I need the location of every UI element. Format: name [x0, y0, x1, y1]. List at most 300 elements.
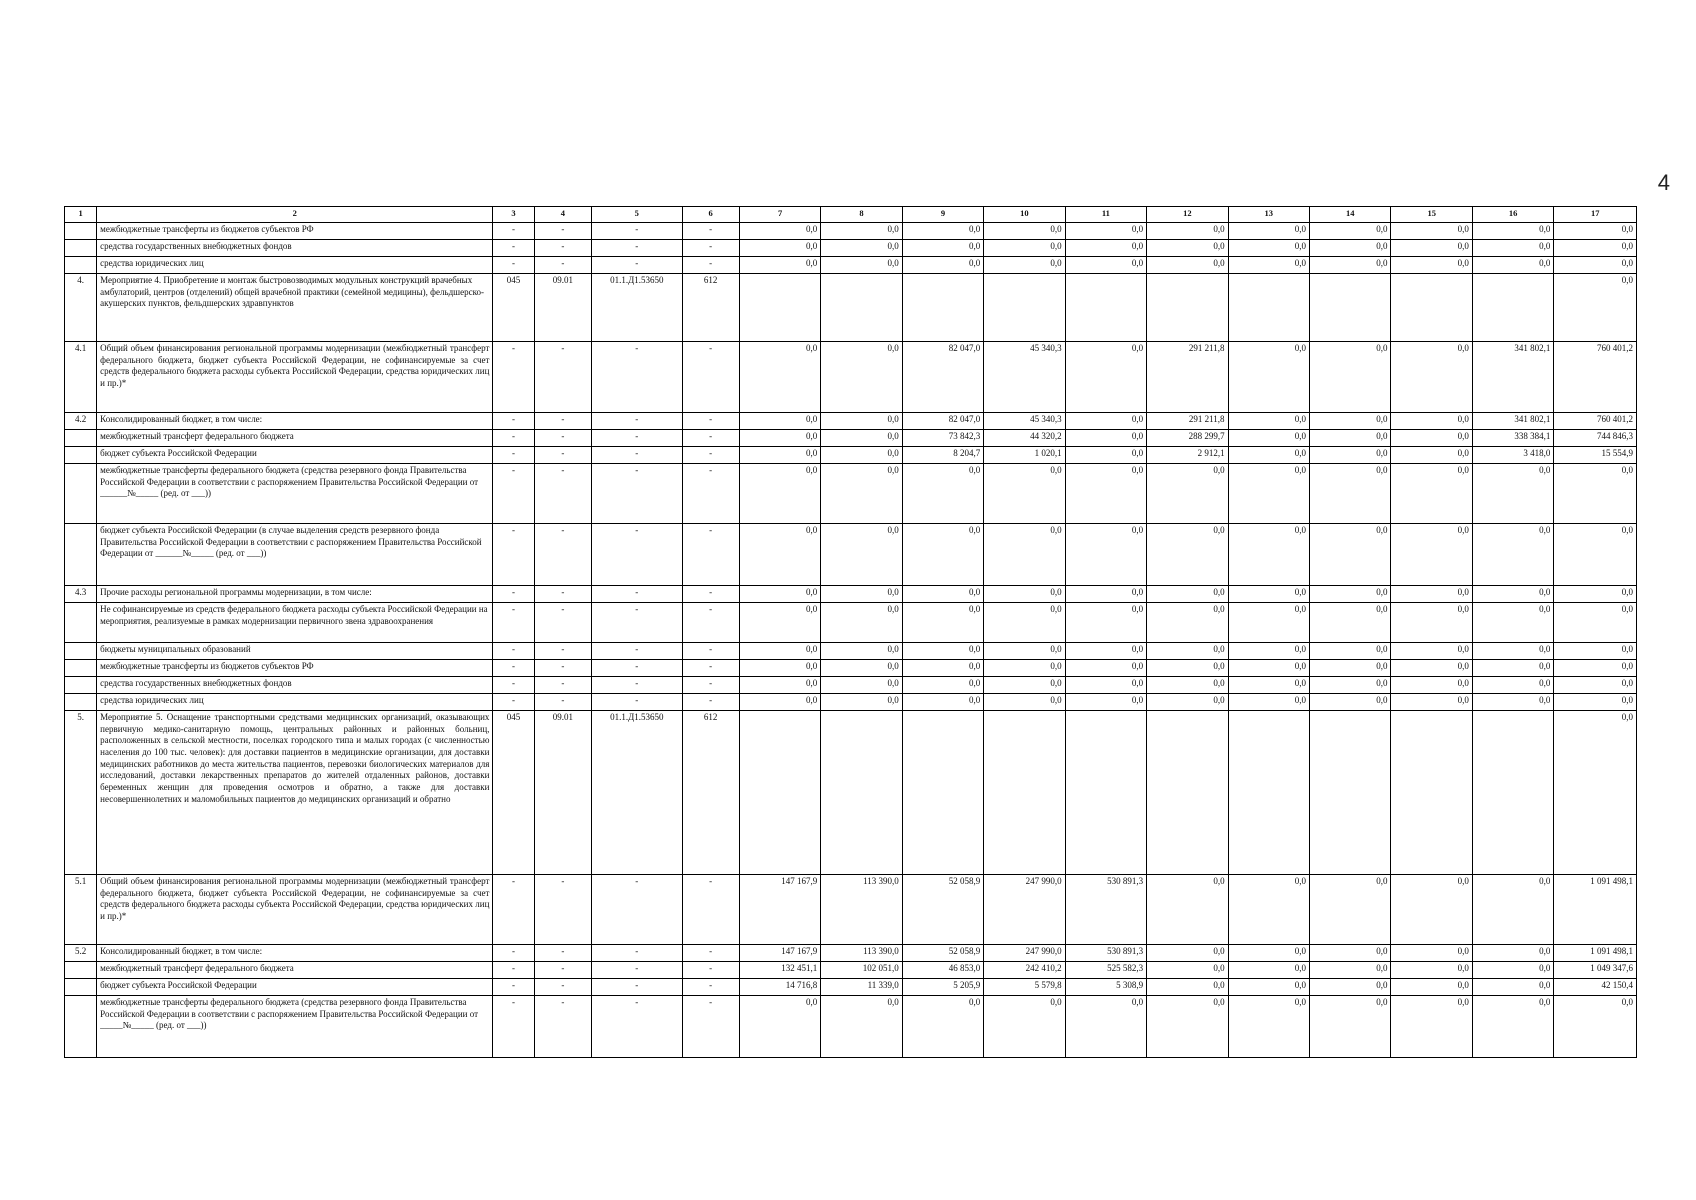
- value-cell-col-7: 0,0: [739, 677, 820, 694]
- value-cell-col-12: 0,0: [1147, 945, 1228, 962]
- value-cell-col-9: 82 047,0: [902, 413, 983, 430]
- value-cell-col-9: 0,0: [902, 643, 983, 660]
- code-section-cell: -: [534, 464, 591, 524]
- table-row: [65, 413, 1637, 430]
- row-number-cell: [65, 643, 97, 660]
- code-target-cell: -: [592, 240, 683, 257]
- value-cell-col-17: 0,0: [1554, 677, 1637, 694]
- value-cell-col-7: 0,0: [739, 996, 820, 1058]
- value-cell-col-9: 0,0: [902, 257, 983, 274]
- value-cell-col-8: [821, 711, 902, 875]
- value-cell-col-15: [1391, 274, 1472, 342]
- value-cell-col-11: 0,0: [1065, 240, 1146, 257]
- value-cell-col-16: 338 384,1: [1472, 430, 1553, 447]
- value-cell-col-12: 0,0: [1147, 875, 1228, 945]
- code-expense-type-cell: -: [682, 643, 739, 660]
- value-cell-col-14: 0,0: [1310, 257, 1391, 274]
- value-cell-col-15: 0,0: [1391, 223, 1472, 240]
- value-cell-col-17: 0,0: [1554, 464, 1637, 524]
- value-cell-col-7: 0,0: [739, 447, 820, 464]
- value-cell-col-13: 0,0: [1228, 979, 1309, 996]
- table-row: [65, 694, 1637, 711]
- value-cell-col-16: 0,0: [1472, 464, 1553, 524]
- value-cell-col-11: 0,0: [1065, 996, 1146, 1058]
- table-row: [65, 524, 1637, 586]
- value-cell-col-13: 0,0: [1228, 875, 1309, 945]
- code-section-cell: -: [534, 413, 591, 430]
- column-header-5: 5: [592, 207, 683, 223]
- value-cell-col-14: 0,0: [1310, 875, 1391, 945]
- value-cell-col-12: 291 211,8: [1147, 413, 1228, 430]
- value-cell-col-9: [902, 711, 983, 875]
- value-cell-col-9: 73 842,3: [902, 430, 983, 447]
- code-section-cell: 09.01: [534, 711, 591, 875]
- value-cell-col-10: 0,0: [984, 524, 1065, 586]
- code-section-cell: -: [534, 660, 591, 677]
- table-row: [65, 223, 1637, 240]
- row-name-cell: средства государственных внебюджетных фондов: [97, 240, 493, 257]
- table-row: [65, 677, 1637, 694]
- value-cell-col-11: 0,0: [1065, 257, 1146, 274]
- value-cell-col-16: 0,0: [1472, 875, 1553, 945]
- value-cell-col-14: 0,0: [1310, 447, 1391, 464]
- value-cell-col-14: 0,0: [1310, 342, 1391, 413]
- value-cell-col-7: 0,0: [739, 524, 820, 586]
- value-cell-col-12: 0,0: [1147, 464, 1228, 524]
- code-grbs-cell: -: [493, 660, 534, 677]
- code-grbs-cell: -: [493, 962, 534, 979]
- row-name-cell: межбюджетные трансферты из бюджетов субъектов РФ: [97, 660, 493, 677]
- table-row: [65, 875, 1637, 945]
- code-grbs-cell: -: [493, 464, 534, 524]
- row-name-cell: средства государственных внебюджетных фондов: [97, 677, 493, 694]
- value-cell-col-9: 52 058,9: [902, 945, 983, 962]
- value-cell-col-12: [1147, 711, 1228, 875]
- table-row: [65, 643, 1637, 660]
- value-cell-col-12: 0,0: [1147, 524, 1228, 586]
- value-cell-col-12: 0,0: [1147, 240, 1228, 257]
- value-cell-col-9: 0,0: [902, 694, 983, 711]
- column-header-14: 14: [1310, 207, 1391, 223]
- value-cell-col-7: 0,0: [739, 413, 820, 430]
- value-cell-col-10: 5 579,8: [984, 979, 1065, 996]
- value-cell-col-11: 0,0: [1065, 586, 1146, 603]
- table-row: [65, 603, 1637, 643]
- code-grbs-cell: -: [493, 413, 534, 430]
- value-cell-col-8: 113 390,0: [821, 945, 902, 962]
- code-expense-type-cell: -: [682, 962, 739, 979]
- code-expense-type-cell: 612: [682, 274, 739, 342]
- budget-table-container: [64, 206, 1637, 1058]
- code-section-cell: 09.01: [534, 274, 591, 342]
- value-cell-col-12: 0,0: [1147, 223, 1228, 240]
- code-section-cell: -: [534, 524, 591, 586]
- value-cell-col-9: 5 205,9: [902, 979, 983, 996]
- value-cell-col-7: 0,0: [739, 257, 820, 274]
- code-expense-type-cell: -: [682, 694, 739, 711]
- value-cell-col-9: 0,0: [902, 524, 983, 586]
- value-cell-col-7: 0,0: [739, 240, 820, 257]
- code-grbs-cell: -: [493, 430, 534, 447]
- page-number: 4: [1657, 170, 1670, 195]
- code-grbs-cell: -: [493, 586, 534, 603]
- value-cell-col-15: 0,0: [1391, 875, 1472, 945]
- value-cell-col-11: 530 891,3: [1065, 945, 1146, 962]
- table-row: [65, 979, 1637, 996]
- value-cell-col-13: [1228, 274, 1309, 342]
- row-name-cell: средства юридических лиц: [97, 257, 493, 274]
- value-cell-col-13: 0,0: [1228, 464, 1309, 524]
- value-cell-col-17: 0,0: [1554, 660, 1637, 677]
- row-name-cell: Общий объем финансирования региональной программы модернизации (межбюджетный трансферт федерального бюджета, бюджет субъекта Российской Федерации, не софинансируемые за счет средств федерального бюджета расходы субъекта Российской Федерации, средства юридических лиц и пр.)*: [97, 342, 493, 413]
- code-section-cell: -: [534, 586, 591, 603]
- code-section-cell: -: [534, 342, 591, 413]
- value-cell-col-7: 0,0: [739, 430, 820, 447]
- value-cell-col-10: 0,0: [984, 240, 1065, 257]
- value-cell-col-13: 0,0: [1228, 603, 1309, 643]
- value-cell-col-8: 0,0: [821, 643, 902, 660]
- value-cell-col-10: 0,0: [984, 996, 1065, 1058]
- value-cell-col-16: 0,0: [1472, 257, 1553, 274]
- code-target-cell: -: [592, 586, 683, 603]
- value-cell-col-16: 0,0: [1472, 643, 1553, 660]
- value-cell-col-15: 0,0: [1391, 979, 1472, 996]
- value-cell-col-9: 8 204,7: [902, 447, 983, 464]
- code-expense-type-cell: 612: [682, 711, 739, 875]
- value-cell-col-15: 0,0: [1391, 962, 1472, 979]
- value-cell-col-10: 45 340,3: [984, 342, 1065, 413]
- value-cell-col-11: 525 582,3: [1065, 962, 1146, 979]
- value-cell-col-12: 0,0: [1147, 643, 1228, 660]
- value-cell-col-9: 0,0: [902, 677, 983, 694]
- value-cell-col-17: 0,0: [1554, 694, 1637, 711]
- code-grbs-cell: -: [493, 643, 534, 660]
- value-cell-col-11: 0,0: [1065, 643, 1146, 660]
- value-cell-col-8: 113 390,0: [821, 875, 902, 945]
- row-name-cell: бюджеты муниципальных образований: [97, 643, 493, 660]
- value-cell-col-10: 0,0: [984, 643, 1065, 660]
- value-cell-col-8: 0,0: [821, 660, 902, 677]
- value-cell-col-14: 0,0: [1310, 223, 1391, 240]
- value-cell-col-17: 0,0: [1554, 711, 1637, 875]
- value-cell-col-16: 0,0: [1472, 962, 1553, 979]
- code-target-cell: 01.1.Д1.53650: [592, 274, 683, 342]
- row-number-cell: [65, 464, 97, 524]
- value-cell-col-16: 341 802,1: [1472, 413, 1553, 430]
- column-header-16: 16: [1472, 207, 1553, 223]
- value-cell-col-15: 0,0: [1391, 524, 1472, 586]
- value-cell-col-15: 0,0: [1391, 447, 1472, 464]
- code-expense-type-cell: -: [682, 996, 739, 1058]
- value-cell-col-16: 0,0: [1472, 677, 1553, 694]
- code-section-cell: -: [534, 223, 591, 240]
- value-cell-col-17: 0,0: [1554, 524, 1637, 586]
- code-expense-type-cell: -: [682, 464, 739, 524]
- value-cell-col-16: 0,0: [1472, 660, 1553, 677]
- value-cell-col-8: 0,0: [821, 694, 902, 711]
- row-number-cell: 4.: [65, 274, 97, 342]
- value-cell-col-16: 0,0: [1472, 586, 1553, 603]
- row-number-cell: [65, 677, 97, 694]
- value-cell-col-12: 0,0: [1147, 660, 1228, 677]
- value-cell-col-7: [739, 711, 820, 875]
- code-target-cell: -: [592, 257, 683, 274]
- row-number-cell: 5.: [65, 711, 97, 875]
- column-header-7: 7: [739, 207, 820, 223]
- value-cell-col-16: 0,0: [1472, 694, 1553, 711]
- code-grbs-cell: -: [493, 875, 534, 945]
- value-cell-col-17: 0,0: [1554, 240, 1637, 257]
- table-row: [65, 660, 1637, 677]
- value-cell-col-13: 0,0: [1228, 677, 1309, 694]
- value-cell-col-9: 0,0: [902, 586, 983, 603]
- value-cell-col-10: 1 020,1: [984, 447, 1065, 464]
- value-cell-col-9: 0,0: [902, 223, 983, 240]
- value-cell-col-15: 0,0: [1391, 342, 1472, 413]
- row-number-cell: [65, 979, 97, 996]
- table-row: [65, 240, 1637, 257]
- value-cell-col-13: 0,0: [1228, 223, 1309, 240]
- code-grbs-cell: -: [493, 996, 534, 1058]
- code-target-cell: -: [592, 694, 683, 711]
- value-cell-col-15: 0,0: [1391, 643, 1472, 660]
- code-section-cell: -: [534, 447, 591, 464]
- value-cell-col-7: 0,0: [739, 603, 820, 643]
- value-cell-col-10: 242 410,2: [984, 962, 1065, 979]
- code-expense-type-cell: -: [682, 447, 739, 464]
- value-cell-col-17: 1 091 498,1: [1554, 875, 1637, 945]
- row-name-cell: Консолидированный бюджет, в том числе:: [97, 413, 493, 430]
- row-name-cell: Мероприятие 4. Приобретение и монтаж быстровозводимых модульных конструкций врачебных амбулаторий, центров (отделений) общей врачебной практики (семейной медицины), фельдшерско-акушерских пунктов, фельдшерских здравпунктов: [97, 274, 493, 342]
- value-cell-col-15: 0,0: [1391, 240, 1472, 257]
- value-cell-col-8: 0,0: [821, 464, 902, 524]
- code-section-cell: -: [534, 962, 591, 979]
- code-expense-type-cell: -: [682, 524, 739, 586]
- value-cell-col-10: 44 320,2: [984, 430, 1065, 447]
- budget-table: [64, 206, 1637, 1058]
- value-cell-col-9: 0,0: [902, 603, 983, 643]
- code-expense-type-cell: -: [682, 342, 739, 413]
- code-grbs-cell: -: [493, 603, 534, 643]
- code-target-cell: -: [592, 413, 683, 430]
- value-cell-col-17: 0,0: [1554, 603, 1637, 643]
- row-number-cell: [65, 603, 97, 643]
- value-cell-col-17: 760 401,2: [1554, 413, 1637, 430]
- value-cell-col-13: 0,0: [1228, 342, 1309, 413]
- code-section-cell: -: [534, 996, 591, 1058]
- value-cell-col-7: 147 167,9: [739, 945, 820, 962]
- value-cell-col-15: 0,0: [1391, 677, 1472, 694]
- value-cell-col-10: 247 990,0: [984, 875, 1065, 945]
- row-number-cell: 5.2: [65, 945, 97, 962]
- value-cell-col-8: 0,0: [821, 257, 902, 274]
- value-cell-col-12: 0,0: [1147, 979, 1228, 996]
- value-cell-col-11: 0,0: [1065, 430, 1146, 447]
- value-cell-col-16: 0,0: [1472, 979, 1553, 996]
- value-cell-col-8: 0,0: [821, 447, 902, 464]
- table-row: [65, 945, 1637, 962]
- value-cell-col-14: 0,0: [1310, 464, 1391, 524]
- row-name-cell: межбюджетные трансферты федерального бюджета (средства резервного фонда Правительства Российской Федерации в соответствии с распоряжением Правительства Российской Федерации от _____№_____ (ред. от ___)): [97, 996, 493, 1058]
- value-cell-col-7: 0,0: [739, 342, 820, 413]
- value-cell-col-12: 0,0: [1147, 677, 1228, 694]
- value-cell-col-8: 0,0: [821, 996, 902, 1058]
- code-expense-type-cell: -: [682, 603, 739, 643]
- code-section-cell: -: [534, 257, 591, 274]
- column-header-17: 17: [1554, 207, 1637, 223]
- code-grbs-cell: -: [493, 240, 534, 257]
- code-expense-type-cell: -: [682, 240, 739, 257]
- code-grbs-cell: 045: [493, 274, 534, 342]
- value-cell-col-13: 0,0: [1228, 413, 1309, 430]
- code-section-cell: -: [534, 430, 591, 447]
- code-target-cell: -: [592, 524, 683, 586]
- value-cell-col-11: 0,0: [1065, 447, 1146, 464]
- value-cell-col-15: 0,0: [1391, 996, 1472, 1058]
- table-row: [65, 342, 1637, 413]
- value-cell-col-10: 0,0: [984, 603, 1065, 643]
- value-cell-col-13: 0,0: [1228, 586, 1309, 603]
- value-cell-col-17: 0,0: [1554, 257, 1637, 274]
- code-grbs-cell: -: [493, 257, 534, 274]
- value-cell-col-13: 0,0: [1228, 240, 1309, 257]
- value-cell-col-7: [739, 274, 820, 342]
- value-cell-col-12: 0,0: [1147, 586, 1228, 603]
- value-cell-col-11: [1065, 274, 1146, 342]
- value-cell-col-9: 52 058,9: [902, 875, 983, 945]
- value-cell-col-17: 1 049 347,6: [1554, 962, 1637, 979]
- table-row: [65, 447, 1637, 464]
- code-section-cell: -: [534, 240, 591, 257]
- value-cell-col-16: [1472, 274, 1553, 342]
- value-cell-col-8: 102 051,0: [821, 962, 902, 979]
- value-cell-col-10: [984, 274, 1065, 342]
- table-row: [65, 274, 1637, 342]
- column-header-1: 1: [65, 207, 97, 223]
- value-cell-col-11: 0,0: [1065, 342, 1146, 413]
- code-grbs-cell: -: [493, 447, 534, 464]
- code-section-cell: -: [534, 677, 591, 694]
- row-number-cell: [65, 447, 97, 464]
- row-number-cell: [65, 240, 97, 257]
- value-cell-col-10: 247 990,0: [984, 945, 1065, 962]
- value-cell-col-15: 0,0: [1391, 586, 1472, 603]
- value-cell-col-17: 0,0: [1554, 586, 1637, 603]
- table-row: [65, 996, 1637, 1058]
- code-target-cell: -: [592, 677, 683, 694]
- value-cell-col-9: 0,0: [902, 464, 983, 524]
- value-cell-col-10: 0,0: [984, 223, 1065, 240]
- row-number-cell: [65, 223, 97, 240]
- value-cell-col-13: 0,0: [1228, 257, 1309, 274]
- table-body: [65, 223, 1637, 1058]
- table-row: [65, 586, 1637, 603]
- value-cell-col-9: 0,0: [902, 660, 983, 677]
- value-cell-col-15: [1391, 711, 1472, 875]
- code-section-cell: -: [534, 979, 591, 996]
- value-cell-col-14: 0,0: [1310, 945, 1391, 962]
- value-cell-col-8: 0,0: [821, 430, 902, 447]
- value-cell-col-9: 46 853,0: [902, 962, 983, 979]
- row-name-cell: Прочие расходы региональной программы модернизации, в том числе:: [97, 586, 493, 603]
- code-grbs-cell: -: [493, 223, 534, 240]
- column-header-8: 8: [821, 207, 902, 223]
- value-cell-col-12: 291 211,8: [1147, 342, 1228, 413]
- value-cell-col-14: 0,0: [1310, 524, 1391, 586]
- code-target-cell: -: [592, 430, 683, 447]
- value-cell-col-17: 42 150,4: [1554, 979, 1637, 996]
- value-cell-col-16: 341 802,1: [1472, 342, 1553, 413]
- value-cell-col-17: 0,0: [1554, 996, 1637, 1058]
- row-name-cell: бюджет субъекта Российской Федерации: [97, 979, 493, 996]
- row-name-cell: межбюджетный трансферт федерального бюджета: [97, 430, 493, 447]
- value-cell-col-8: 0,0: [821, 413, 902, 430]
- value-cell-col-13: 0,0: [1228, 660, 1309, 677]
- value-cell-col-14: 0,0: [1310, 962, 1391, 979]
- value-cell-col-11: 0,0: [1065, 464, 1146, 524]
- value-cell-col-13: 0,0: [1228, 430, 1309, 447]
- value-cell-col-17: 1 091 498,1: [1554, 945, 1637, 962]
- value-cell-col-7: 147 167,9: [739, 875, 820, 945]
- value-cell-col-16: 0,0: [1472, 996, 1553, 1058]
- row-name-cell: бюджет субъекта Российской Федерации: [97, 447, 493, 464]
- value-cell-col-8: 11 339,0: [821, 979, 902, 996]
- code-target-cell: -: [592, 223, 683, 240]
- value-cell-col-12: 0,0: [1147, 996, 1228, 1058]
- value-cell-col-14: 0,0: [1310, 677, 1391, 694]
- value-cell-col-10: 0,0: [984, 677, 1065, 694]
- row-number-cell: [65, 524, 97, 586]
- value-cell-col-13: 0,0: [1228, 524, 1309, 586]
- value-cell-col-14: [1310, 274, 1391, 342]
- value-cell-col-14: 0,0: [1310, 430, 1391, 447]
- code-target-cell: -: [592, 945, 683, 962]
- code-target-cell: 01.1.Д1.53650: [592, 711, 683, 875]
- column-header-13: 13: [1228, 207, 1309, 223]
- value-cell-col-13: 0,0: [1228, 694, 1309, 711]
- value-cell-col-7: 0,0: [739, 660, 820, 677]
- code-target-cell: -: [592, 643, 683, 660]
- value-cell-col-12: 0,0: [1147, 257, 1228, 274]
- value-cell-col-7: 14 716,8: [739, 979, 820, 996]
- value-cell-col-12: 288 299,7: [1147, 430, 1228, 447]
- value-cell-col-10: 0,0: [984, 257, 1065, 274]
- value-cell-col-11: 0,0: [1065, 524, 1146, 586]
- code-expense-type-cell: -: [682, 979, 739, 996]
- code-expense-type-cell: -: [682, 413, 739, 430]
- value-cell-col-11: 0,0: [1065, 603, 1146, 643]
- value-cell-col-16: 0,0: [1472, 603, 1553, 643]
- value-cell-col-9: 0,0: [902, 240, 983, 257]
- value-cell-col-7: 0,0: [739, 586, 820, 603]
- column-header-11: 11: [1065, 207, 1146, 223]
- value-cell-col-11: [1065, 711, 1146, 875]
- value-cell-col-8: 0,0: [821, 677, 902, 694]
- value-cell-col-16: 3 418,0: [1472, 447, 1553, 464]
- table-row: [65, 464, 1637, 524]
- value-cell-col-10: [984, 711, 1065, 875]
- code-grbs-cell: -: [493, 979, 534, 996]
- table-row: [65, 711, 1637, 875]
- value-cell-col-13: 0,0: [1228, 643, 1309, 660]
- value-cell-col-10: 0,0: [984, 694, 1065, 711]
- value-cell-col-11: 0,0: [1065, 223, 1146, 240]
- code-section-cell: -: [534, 945, 591, 962]
- value-cell-col-14: 0,0: [1310, 660, 1391, 677]
- code-target-cell: -: [592, 464, 683, 524]
- value-cell-col-8: 0,0: [821, 223, 902, 240]
- value-cell-col-16: [1472, 711, 1553, 875]
